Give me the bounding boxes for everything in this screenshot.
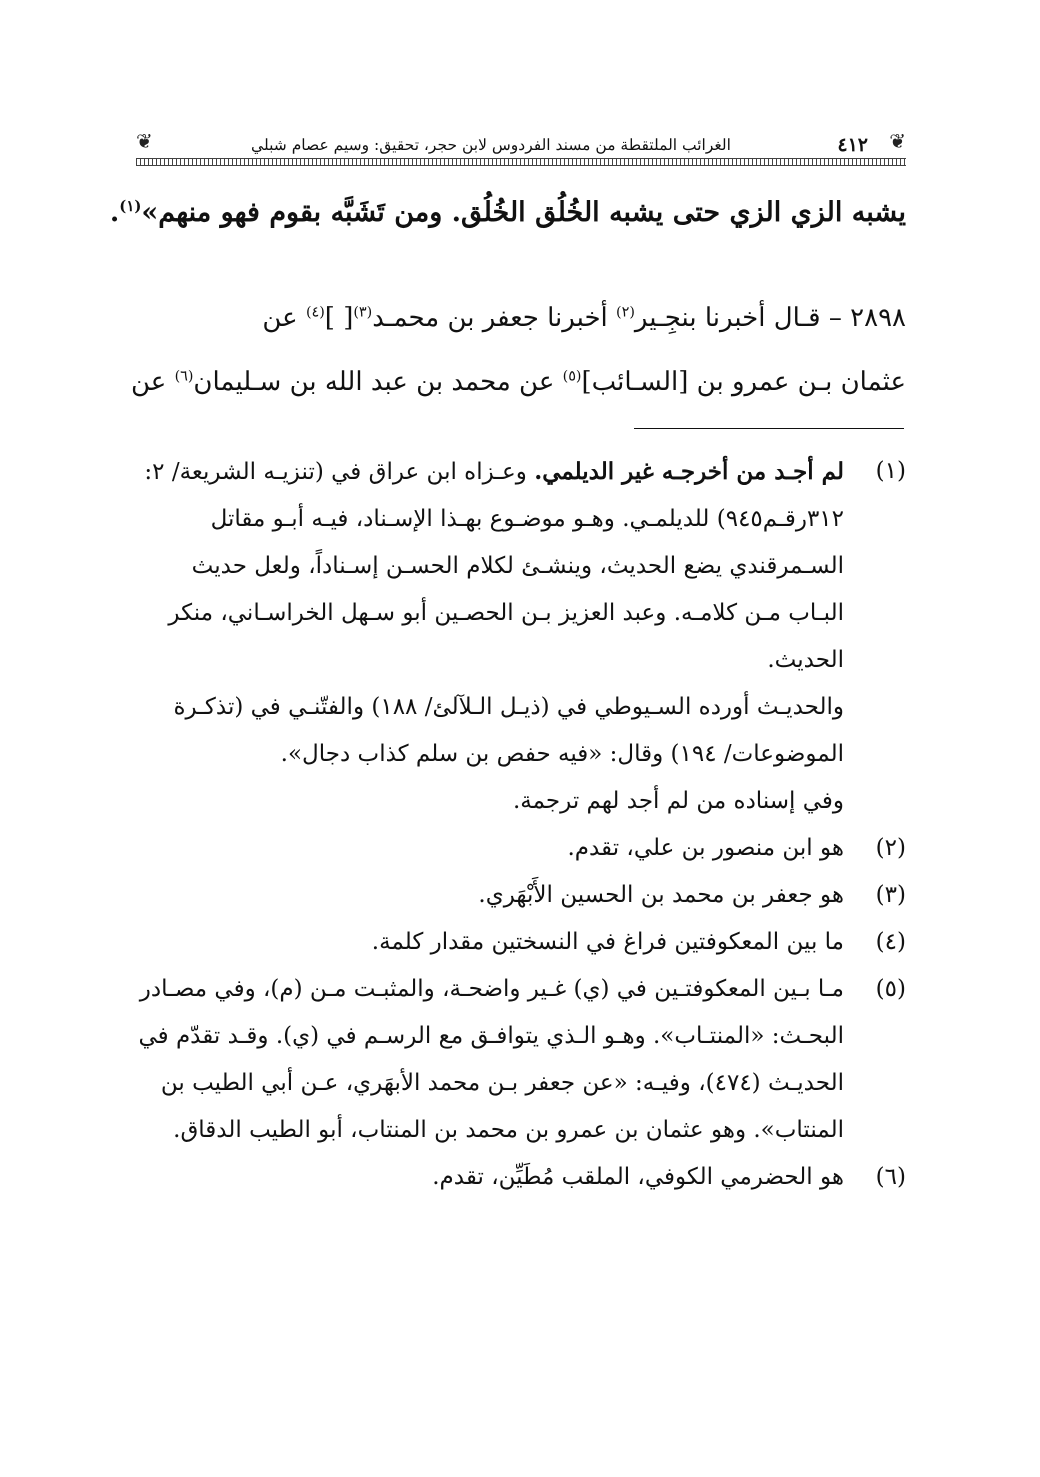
footnote-text: الحديث.	[767, 647, 844, 673]
footnote-line	[136, 1060, 844, 1107]
footnote-text: هو الحضرمي الكوفي، الملقب مُطَيِّن، تقدم.	[432, 1164, 844, 1190]
footnote-text: الحديـث (٤٧٤)، وفيـه: «عن جعفر بـن محمد الأبهَري، عـن أبي الطيب بن	[160, 1070, 844, 1096]
footnote-line	[136, 684, 844, 731]
hadith-segment: عن محمد بن عبد الله بن سـليمان	[193, 367, 563, 397]
footnote-text: ما بين المعكوفتين فراغ في النسختين مقدار كلمة.	[371, 929, 844, 955]
footnote-number: (٥)	[875, 976, 906, 1002]
footnote-line	[136, 825, 844, 872]
footnote	[136, 684, 906, 825]
footnote-line	[136, 637, 844, 684]
footnote-text: ٣١٢رقـم٩٤٥) للديلمـي. وهـو موضـوع بهـذا الإسـناد، فيـه أبـو مقاتل	[210, 506, 844, 532]
hadith-segment: أخبرنا جعفر بن محمـد	[372, 303, 617, 333]
footnote	[136, 1154, 906, 1201]
footnote-line	[136, 919, 844, 966]
footnote-line	[136, 543, 844, 590]
footnote	[136, 872, 906, 919]
footnote-text: المنتاب». وهو عثمان بن عمرو بن محمد بن المنتاب، أبو الطيب الدقاق.	[173, 1117, 844, 1143]
footnote-ref: (١)	[119, 197, 142, 215]
opening-end: .	[109, 197, 120, 228]
footnote-text: السـمرقندي يضع الحديث، وينشـئ لكلام الحسـن إسـناداً، ولعل حديث	[191, 553, 844, 579]
footnote-line	[136, 966, 844, 1013]
footnote-text: الموضوعات/ ١٩٤) وقال: «فيه حفص بن سلم كذاب دجال».	[280, 741, 844, 767]
opening-text: يشبه الزي الزي حتى يشبه الخُلُق الخُلُق. ومن تَشَبَّه بقوم فهو منهم»	[141, 197, 906, 228]
footnote-text: هو ابن منصور بن علي، تقدم.	[567, 835, 844, 861]
footnote-line	[136, 496, 844, 543]
ornament-icon: ❦	[889, 129, 906, 153]
page-number: ٤١٢	[837, 134, 868, 156]
footnote-bold-text: لم أجـد من أخرجـه غير الديلمي.	[534, 458, 844, 485]
hadith-segment: عثمان بـن عمرو بن [السـائب]	[581, 367, 906, 397]
footnote	[136, 966, 906, 1154]
footnotes	[136, 448, 906, 1201]
hadith-segment: عن	[130, 367, 175, 397]
footnote	[136, 919, 906, 966]
footnote-number: (٦)	[875, 1164, 906, 1190]
footnote-line	[136, 1013, 844, 1060]
hadith-segment: ٢٨٩٨ – قـال أخبرنا بنجِـير	[634, 303, 906, 333]
hadith-text	[130, 286, 906, 414]
footnote-number: (١)	[875, 458, 906, 484]
hadith-segment: [ ]	[324, 303, 354, 333]
footnote	[136, 825, 906, 872]
footnote-rule	[634, 428, 904, 429]
footnote-text: والحديـث أورده السـيوطي في (ذيـل الـلآلئ/ ١٨٨) والفتّنـي في (تذكـرة	[173, 694, 844, 720]
footnote-text: البـاب مـن كلامـه. وعبد العزيز بـن الحصـين أبو سـهل الخراسـاني، منكر	[168, 600, 844, 626]
footnote-line	[136, 872, 844, 919]
footnote-line	[136, 1107, 844, 1154]
footnote-ref: (٣)	[353, 304, 373, 321]
footnote-number: (٤)	[875, 929, 906, 955]
footnote-ref: (٤)	[305, 304, 325, 321]
footnote	[136, 448, 906, 684]
footnote-number: (٢)	[875, 835, 906, 861]
footnote-text: وعـزاه ابن عراق في (تنزيـه الشريعة/ ٢:	[144, 459, 535, 485]
footnote-number: (٣)	[875, 882, 906, 908]
opening-line	[109, 188, 906, 238]
hadith-line	[130, 350, 906, 414]
ornament-icon: ❦	[136, 129, 153, 153]
hadith-line	[136, 286, 906, 350]
footnote-ref: (٦)	[174, 368, 194, 385]
footnote-line	[136, 778, 844, 825]
footnote-text: وفي إسناده من لم أجد لهم ترجمة.	[512, 788, 844, 814]
footnote-ref: (٥)	[562, 368, 582, 385]
footnote-text: مـا بـين المعكوفتـين في (ي) غـير واضحـة، والمثبـت مـن (م)، وفي مصـادر	[139, 976, 844, 1002]
footnote-line	[136, 731, 844, 778]
header-rule	[136, 158, 906, 166]
running-title: الغرائب الملتقطة من مسند الفردوس لابن حجر، تحقيق: وسيم عصام شبلي	[251, 136, 731, 154]
footnote-line	[136, 1154, 844, 1201]
footnote-ref: (٢)	[616, 304, 635, 321]
footnote-text: البحـث: «المنتـاب». وهـو الـذي يتوافـق مع الرسـم في (ي). وقـد تقدّم في	[138, 1023, 844, 1049]
footnote-line	[136, 448, 844, 496]
hadith-segment: عن	[262, 303, 306, 333]
footnote-line	[136, 590, 844, 637]
footnote-text: هو جعفر بن محمد بن الحسين الأَبْهَري.	[478, 882, 844, 908]
page-header	[136, 128, 906, 164]
